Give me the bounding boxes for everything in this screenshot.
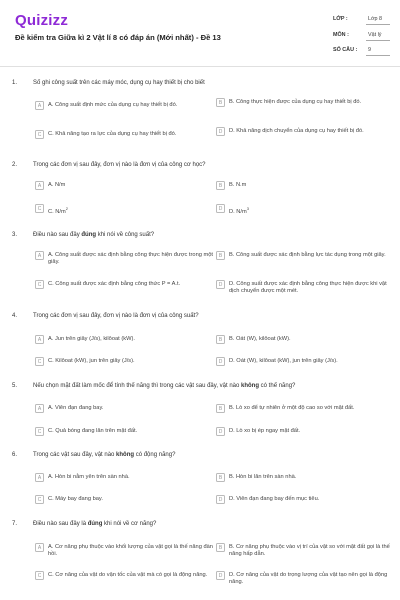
option-badge: D bbox=[216, 571, 225, 580]
option-text: C. Khả năng tạo ra lực của dụng cụ hay thiết bị đó. bbox=[48, 130, 177, 137]
option-badge: D bbox=[216, 495, 225, 504]
option-text: D. $N/m^3$ bbox=[229, 205, 249, 215]
option-text: A. Công suất được xác định bằng công thực hiện được trong một giây. bbox=[48, 251, 213, 265]
option-badge: C bbox=[35, 357, 44, 366]
document-title: Đề kiểm tra Giữa kì 2 Vật lí 8 có đáp án (Mới nhất) - Đề 13 bbox=[15, 33, 221, 42]
option-text: A. Cơ năng phụ thuộc vào khối lượng của vật gọi là thế năng đàn hồi. bbox=[48, 543, 213, 557]
option-badge: C bbox=[35, 130, 44, 139]
option-text: D. Khả năng dịch chuyển của dụng cụ hay thiết bị đó. bbox=[229, 127, 364, 134]
option-badge: C bbox=[35, 204, 44, 213]
meta-class-label: LỚP : bbox=[333, 16, 348, 22]
option-text: D. Lò xo bị ép ngay mặt đất. bbox=[229, 427, 301, 434]
option-text: C. Công suất được xác định bằng công thức P = A.t. bbox=[48, 280, 181, 287]
option-badge: B bbox=[216, 98, 225, 107]
option-text: C. Máy bay đang bay. bbox=[48, 495, 103, 502]
option-c[interactable] bbox=[35, 427, 215, 441]
option-c[interactable] bbox=[35, 204, 215, 218]
question-number: 6. bbox=[12, 452, 18, 458]
option-text: D. Cơ năng của vật do trọng lượng của vật tạo nên gọi là động năng. bbox=[229, 571, 388, 585]
option-c[interactable] bbox=[35, 357, 215, 371]
meta-subject-value: Vật lý bbox=[368, 32, 382, 38]
question-number: 2. bbox=[12, 162, 18, 168]
option-text: A. N/m bbox=[48, 181, 66, 188]
option-badge: B bbox=[216, 404, 225, 413]
option-c[interactable] bbox=[35, 495, 215, 509]
option-c[interactable] bbox=[35, 280, 215, 294]
option-badge: B bbox=[216, 543, 225, 552]
option-a[interactable] bbox=[35, 404, 215, 418]
option-a[interactable] bbox=[35, 543, 215, 557]
option-d[interactable] bbox=[216, 280, 392, 294]
option-badge: A bbox=[35, 404, 44, 413]
option-text: B. Công thực hiện được của dụng cụ hay thiết bị đó. bbox=[229, 98, 362, 105]
option-badge: C bbox=[35, 427, 44, 436]
question-number: 1. bbox=[12, 80, 18, 86]
question-text: Điều nào sau đây là đúng khi nói về cơ năng? bbox=[33, 521, 157, 527]
meta-class-line bbox=[366, 24, 390, 25]
meta-class-value: Lớp 8 bbox=[368, 16, 383, 22]
option-badge: A bbox=[35, 251, 44, 260]
question-text: Điều nào sau đây đúng khi nói về công suất? bbox=[33, 232, 155, 238]
option-d[interactable] bbox=[216, 357, 392, 371]
header-divider bbox=[0, 66, 400, 67]
option-b[interactable] bbox=[216, 473, 392, 487]
option-text: D. Công suất được xác định bằng công thực hiện được khi vật dịch chuyển được một mét. bbox=[229, 280, 387, 294]
question-number: 4. bbox=[12, 313, 18, 319]
option-text: D. Viên đạn đang bay đến mục tiêu. bbox=[229, 495, 320, 502]
question-text: Trong các đơn vị sau đây, đơn vị nào là đơn vị của công suất? bbox=[33, 313, 199, 319]
option-d[interactable] bbox=[216, 571, 392, 585]
question-number: 3. bbox=[12, 232, 18, 238]
option-text: C. Cơ năng của vật do vận tốc của vật mà có gọi là động năng. bbox=[48, 571, 208, 578]
option-badge: B bbox=[216, 251, 225, 260]
option-text: D. Oát (W), kilôoat (kW), jun trên giây (J/s). bbox=[229, 357, 338, 364]
option-b[interactable] bbox=[216, 98, 392, 112]
meta-subject-label: MÔN : bbox=[333, 32, 349, 38]
option-b[interactable] bbox=[216, 181, 392, 195]
meta-count-line bbox=[366, 55, 390, 56]
option-text: B. Cơ năng phụ thuộc vào vị trí của vật so với mặt đất gọi là thế năng hấp dẫn. bbox=[229, 543, 390, 557]
option-badge: A bbox=[35, 101, 44, 110]
option-badge: C bbox=[35, 495, 44, 504]
meta-count-label: SỐ CÂU : bbox=[333, 47, 358, 53]
option-badge: B bbox=[216, 181, 225, 190]
option-a[interactable] bbox=[35, 335, 215, 349]
option-text: B. Oát (W), kilôoat (kW). bbox=[229, 335, 291, 342]
option-badge: D bbox=[216, 127, 225, 136]
option-badge: D bbox=[216, 204, 225, 213]
option-a[interactable] bbox=[35, 473, 215, 487]
option-text: C. $N/m^2$ bbox=[48, 205, 68, 215]
option-d[interactable] bbox=[216, 427, 392, 441]
option-badge: A bbox=[35, 181, 44, 190]
question-text: Nếu chọn mặt đất làm mốc để tính thế năng thì trong các vật sau đây, vật nào không có thế năng? bbox=[33, 383, 296, 389]
option-badge: C bbox=[35, 571, 44, 580]
option-badge: B bbox=[216, 473, 225, 482]
option-text: B. Lò xo để tự nhiên ở một độ cao so với mặt đất. bbox=[229, 404, 355, 411]
option-b[interactable] bbox=[216, 335, 392, 349]
question-text: Trong các đơn vị sau đây, đơn vị nào là đơn vị của công cơ học? bbox=[33, 162, 206, 168]
option-badge: A bbox=[35, 543, 44, 552]
question-number: 5. bbox=[12, 383, 18, 389]
option-badge: B bbox=[216, 335, 225, 344]
option-badge: A bbox=[35, 473, 44, 482]
option-text: B. Hòn bi lăn trên sàn nhà. bbox=[229, 473, 297, 480]
option-c[interactable] bbox=[35, 130, 215, 144]
meta-count-value: 9 bbox=[368, 47, 371, 53]
option-badge: D bbox=[216, 357, 225, 366]
option-d[interactable] bbox=[216, 495, 392, 509]
page-header bbox=[0, 0, 400, 66]
option-text: B. Công suất được xác định bằng lực tác dụng trong một giây. bbox=[229, 251, 386, 258]
option-badge: C bbox=[35, 280, 44, 289]
option-b[interactable] bbox=[216, 404, 392, 418]
option-c[interactable] bbox=[35, 571, 215, 585]
option-d[interactable] bbox=[216, 204, 392, 218]
option-text: A. Jun trên giây (J/s), kilôoat (kW). bbox=[48, 335, 135, 342]
option-badge: D bbox=[216, 280, 225, 289]
option-text: B. N.m bbox=[229, 181, 247, 188]
option-d[interactable] bbox=[216, 127, 392, 141]
option-a[interactable] bbox=[35, 251, 215, 265]
option-badge: A bbox=[35, 335, 44, 344]
option-b[interactable] bbox=[216, 251, 392, 265]
option-text: C. Kilôoat (kW), jun trên giây (J/s). bbox=[48, 357, 135, 364]
meta-subject-line bbox=[366, 40, 390, 41]
option-b[interactable] bbox=[216, 543, 392, 557]
question-number: 7. bbox=[12, 521, 18, 527]
option-text: A. Công suất định mức của dụng cụ hay thiết bị đó. bbox=[48, 101, 178, 108]
option-text: C. Quả bóng đang lăn trên mặt đất. bbox=[48, 427, 138, 434]
option-a[interactable] bbox=[35, 101, 215, 115]
question-text: Số ghi công suất trên các máy móc, dụng cụ hay thiết bị cho biết bbox=[33, 80, 205, 86]
option-text: A. Viên đạn đang bay. bbox=[48, 404, 104, 411]
quizizz-logo: Quizizz bbox=[15, 12, 69, 29]
option-a[interactable] bbox=[35, 181, 215, 195]
option-badge: D bbox=[216, 427, 225, 436]
option-text: A. Hòn bi nằm yên trên sàn nhà. bbox=[48, 473, 130, 480]
question-text: Trong các vật sau đây, vật nào không có động năng? bbox=[33, 452, 176, 458]
